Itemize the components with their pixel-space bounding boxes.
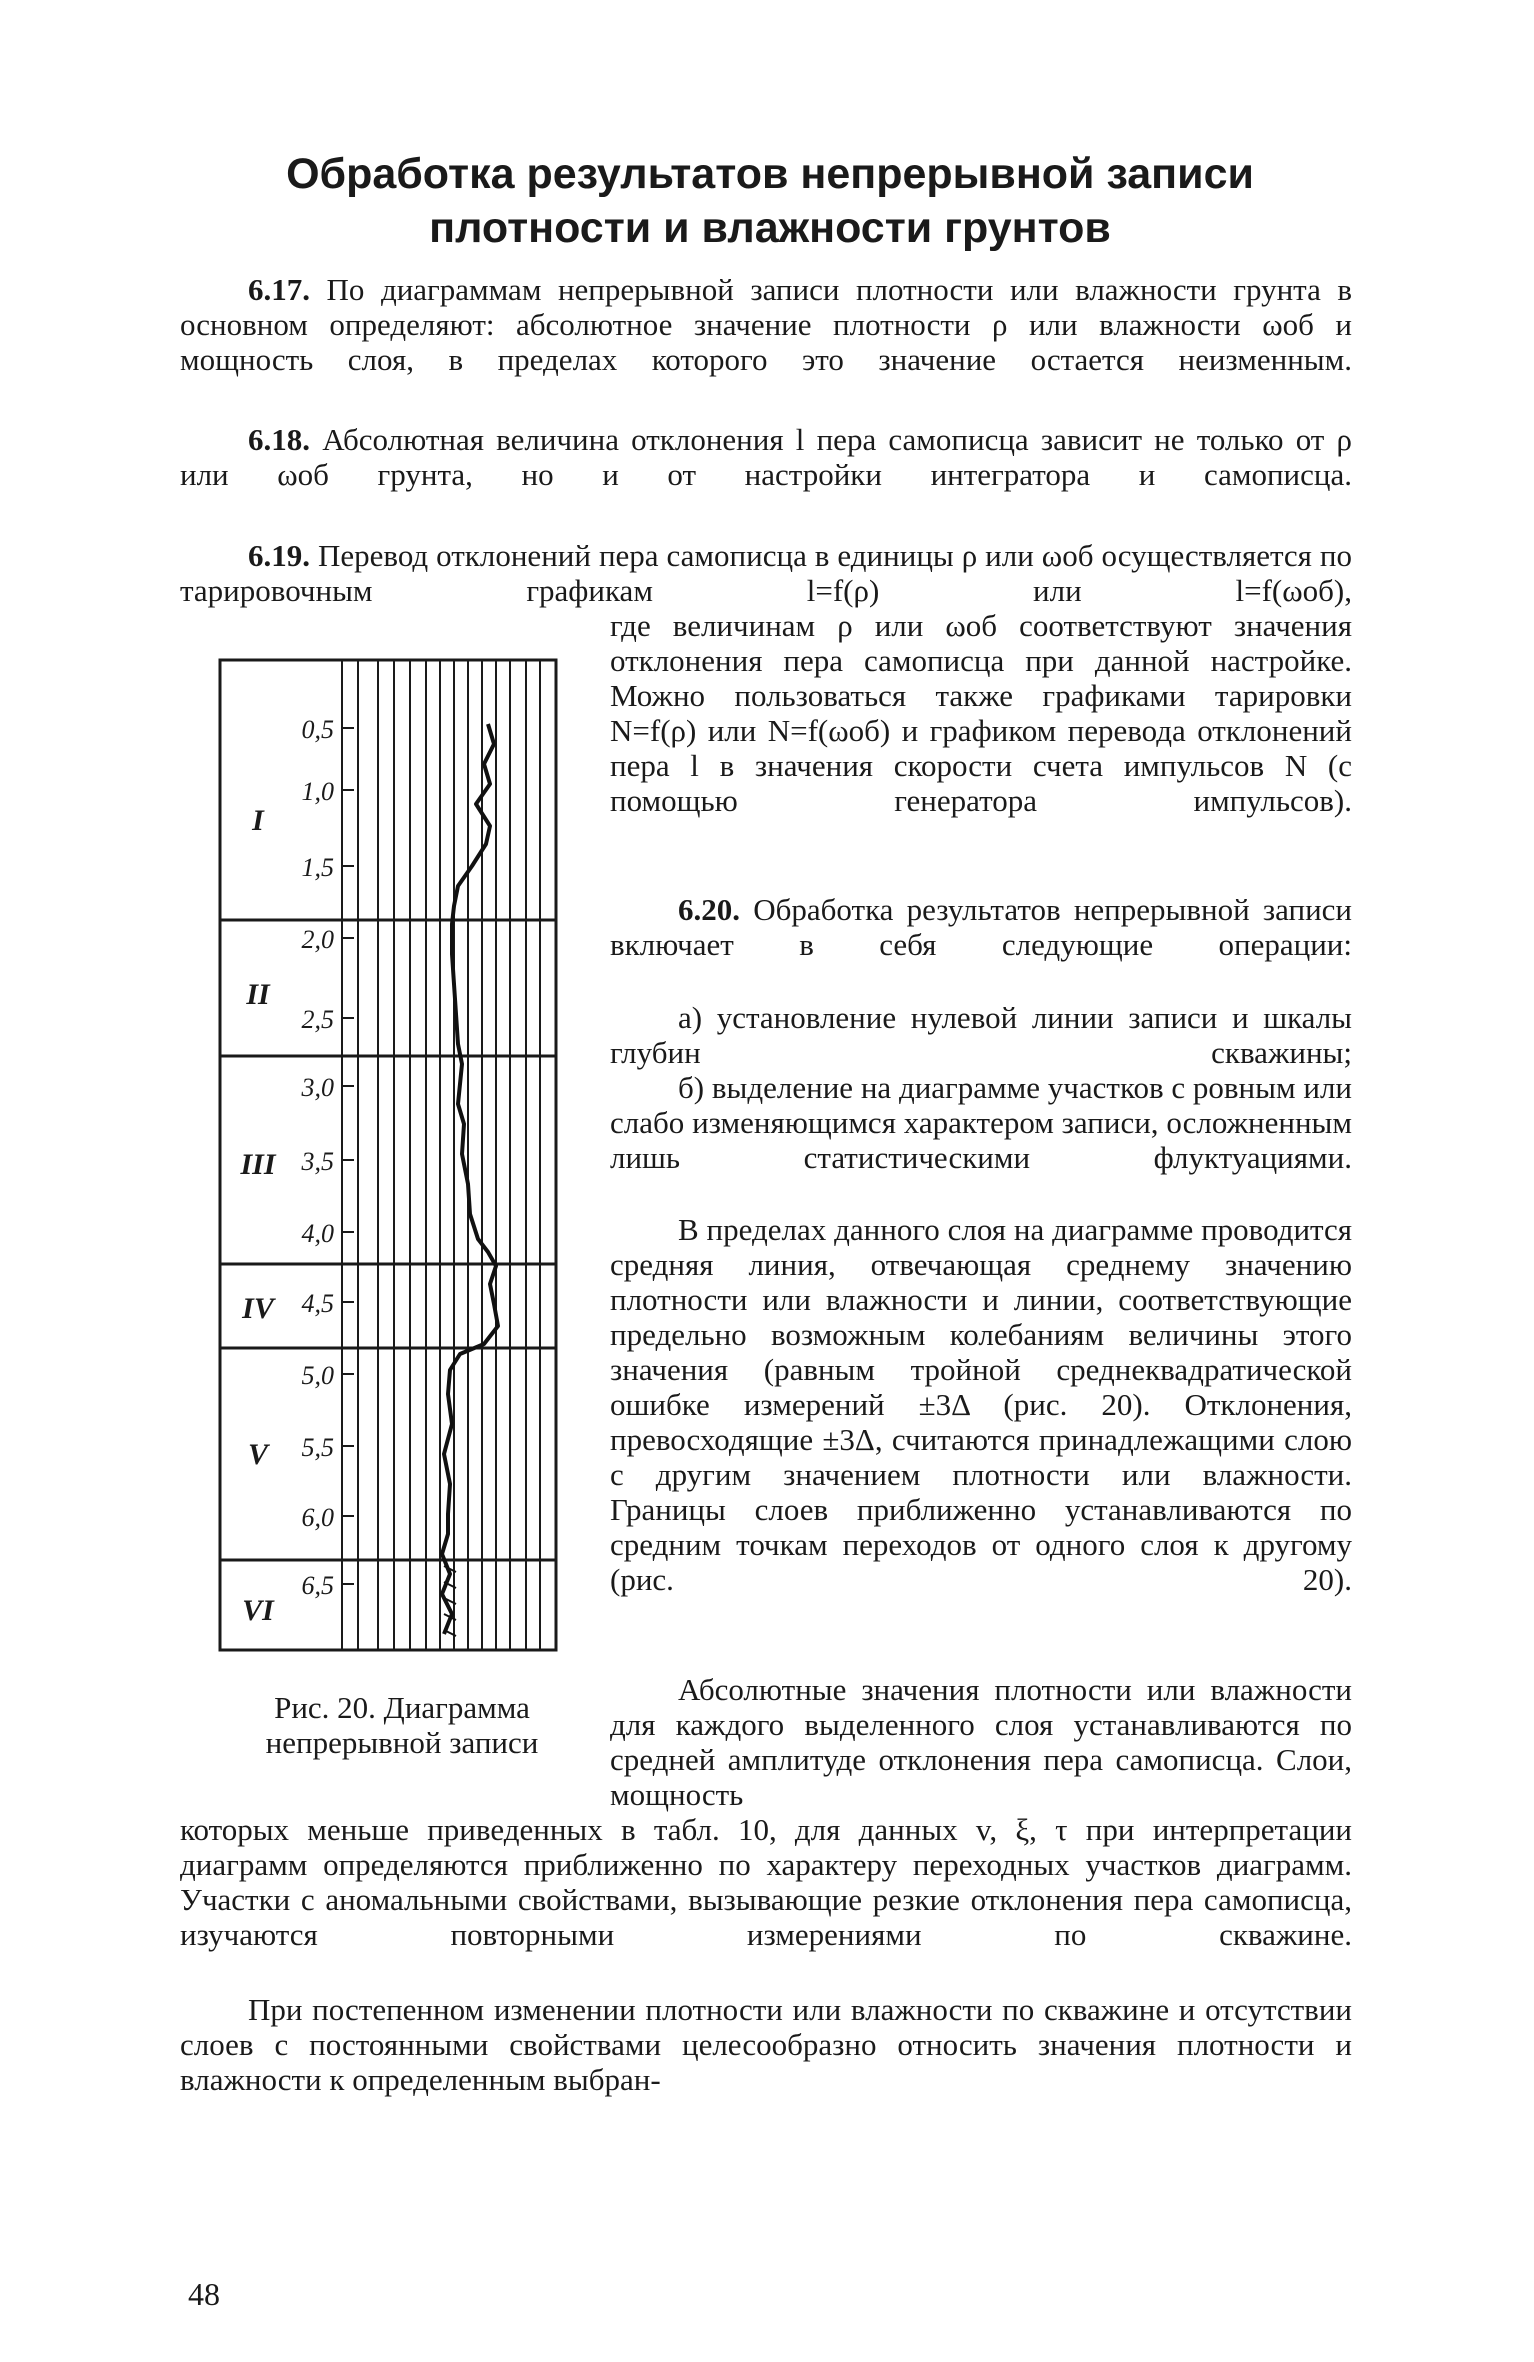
depth-label-5-0: 5,0 (301, 1361, 334, 1390)
paragraph-6-17 (180, 272, 1352, 377)
depth-label-2-0: 2,0 (301, 925, 334, 954)
page-number: 48 (188, 2276, 220, 2312)
depth-label-2-5: 2,5 (301, 1005, 334, 1034)
paragraph-layer-lines: В пределах данного слоя на диаграмме проводится средняя линия, отвечающая среднему значению плотности или влажности и линии, соответствующие предельно возможным колебаниям величины этого значения (равным тройной среднеквадратической ошибке измерений ±3Δ (рис. 20). Отклонения, превосходящие ±3Δ, считаются принадлежащими слою с другим значением плотности или влажности. Границы слоев приближенно устанавливаются по средним точкам переходов от одного слоя к другому (рис. 20). (610, 1212, 1352, 1597)
depth-labels (301, 715, 335, 1600)
figure-caption-line-2: непрерывной записи (265, 1725, 539, 1760)
figure-caption-line-1: Рис. 20. Диаграмма (274, 1690, 530, 1725)
layer-label-3: III (240, 1148, 276, 1181)
layer-label-6: VI (242, 1594, 274, 1627)
paragraph-6-18 (180, 422, 1352, 492)
grid-lines (342, 660, 540, 1650)
figure-caption (212, 1690, 592, 1760)
layer-label-2: II (246, 978, 270, 1011)
depth-label-4-0: 4,0 (301, 1219, 334, 1248)
paragraph-gradual-change: При постепенном изменении плотности или влажности по скважине и отсутствии слоев с постоянными свойствами целесообразно относить значения плотности и влажности к определенным выбран- (180, 1992, 1352, 2097)
paragraph-absolute-values-start: Абсолютные значения плотности или влажности для каждого выделенного слоя устанавливаются по средней амплитуде отклонения пера самописца. Слои, мощность (610, 1672, 1352, 1812)
depth-ticks (342, 728, 354, 1584)
depth-label-6-0: 6,0 (301, 1503, 334, 1532)
paragraph-text: Перевод отклонений пера самописца в единицы ρ или ωоб осуществляется по тарировочным графикам l=f(ρ) или l=f(ωоб), (180, 538, 1353, 608)
list-item-b: б) выделение на диаграмме участков с ровным или слабо изменяющимся характером записи, осложненным лишь статистическими флуктуациями. (610, 1070, 1352, 1175)
layer-label-4: IV (242, 1292, 274, 1325)
depth-label-1-5: 1,5 (301, 853, 334, 882)
paragraph-number: 6.19. (248, 538, 310, 573)
list-item-a: а) установление нулевой линии записи и шкалы глубин скважины; (610, 1000, 1352, 1070)
paragraph-absolute-values-continued: которых меньше приведенных в табл. 10, для данных v, ξ, τ при интерпретации диаграмм определяются приближенно по характеру переходных участков диаграмм. Участки с аномальными свойствами, вызывающие резкие отклонения пера самописца, изучаются повторными измерениями по скважине. (180, 1812, 1352, 1952)
section-title-line-2: плотности и влажности грунтов (429, 204, 1111, 252)
depth-label-1-0: 1,0 (301, 777, 334, 806)
depth-label-6-5: 6,5 (301, 1571, 334, 1600)
paragraph-6-20 (610, 892, 1352, 962)
paragraph-number: 6.20. (678, 892, 740, 927)
paragraph-6-19-start (180, 538, 1352, 608)
paragraph-number: 6.17. (248, 272, 310, 307)
layer-labels (239, 804, 276, 1627)
paragraph-text: По диаграммам непрерывной записи плотности или влажности грунта в основном определяют: абсолютное значение плотности ρ или влажности ωоб и мощность слоя, в пределах которого это значение остается неизменным. (180, 272, 1353, 377)
depth-label-4-5: 4,5 (301, 1289, 334, 1318)
paragraph-number: 6.18. (248, 422, 310, 457)
paragraph-text: Абсолютная величина отклонения l пера самописца зависит не только от ρ или ωоб грунта, но и от настройки интегратора и самописца. (180, 422, 1352, 492)
depth-label-0-5: 0,5 (301, 715, 334, 744)
recording-curve (442, 724, 498, 1634)
section-title-line-1: Обработка результатов непрерывной записи (286, 150, 1254, 198)
figure-20-diagram (214, 654, 570, 1656)
depth-label-3-0: 3,0 (301, 1073, 334, 1102)
paragraph-6-19-continued: где величинам ρ или ωоб соответствуют значения отклонения пера самописца при данной настройке. Можно пользоваться также графиками тарировки N=f(ρ) или N=f(ωоб) и графиком перевода отклонений пера l в значения скорости счета импульсов N (с помощью генератора импульсов). (610, 608, 1352, 818)
depth-label-5-5: 5,5 (301, 1433, 334, 1462)
depth-label-3-5: 3,5 (301, 1147, 334, 1176)
paragraph-text: Обработка результатов непрерывной записи включает в себя следующие операции: (610, 892, 1353, 962)
layer-label-1: I (252, 804, 264, 837)
layer-label-5: V (247, 1438, 269, 1471)
